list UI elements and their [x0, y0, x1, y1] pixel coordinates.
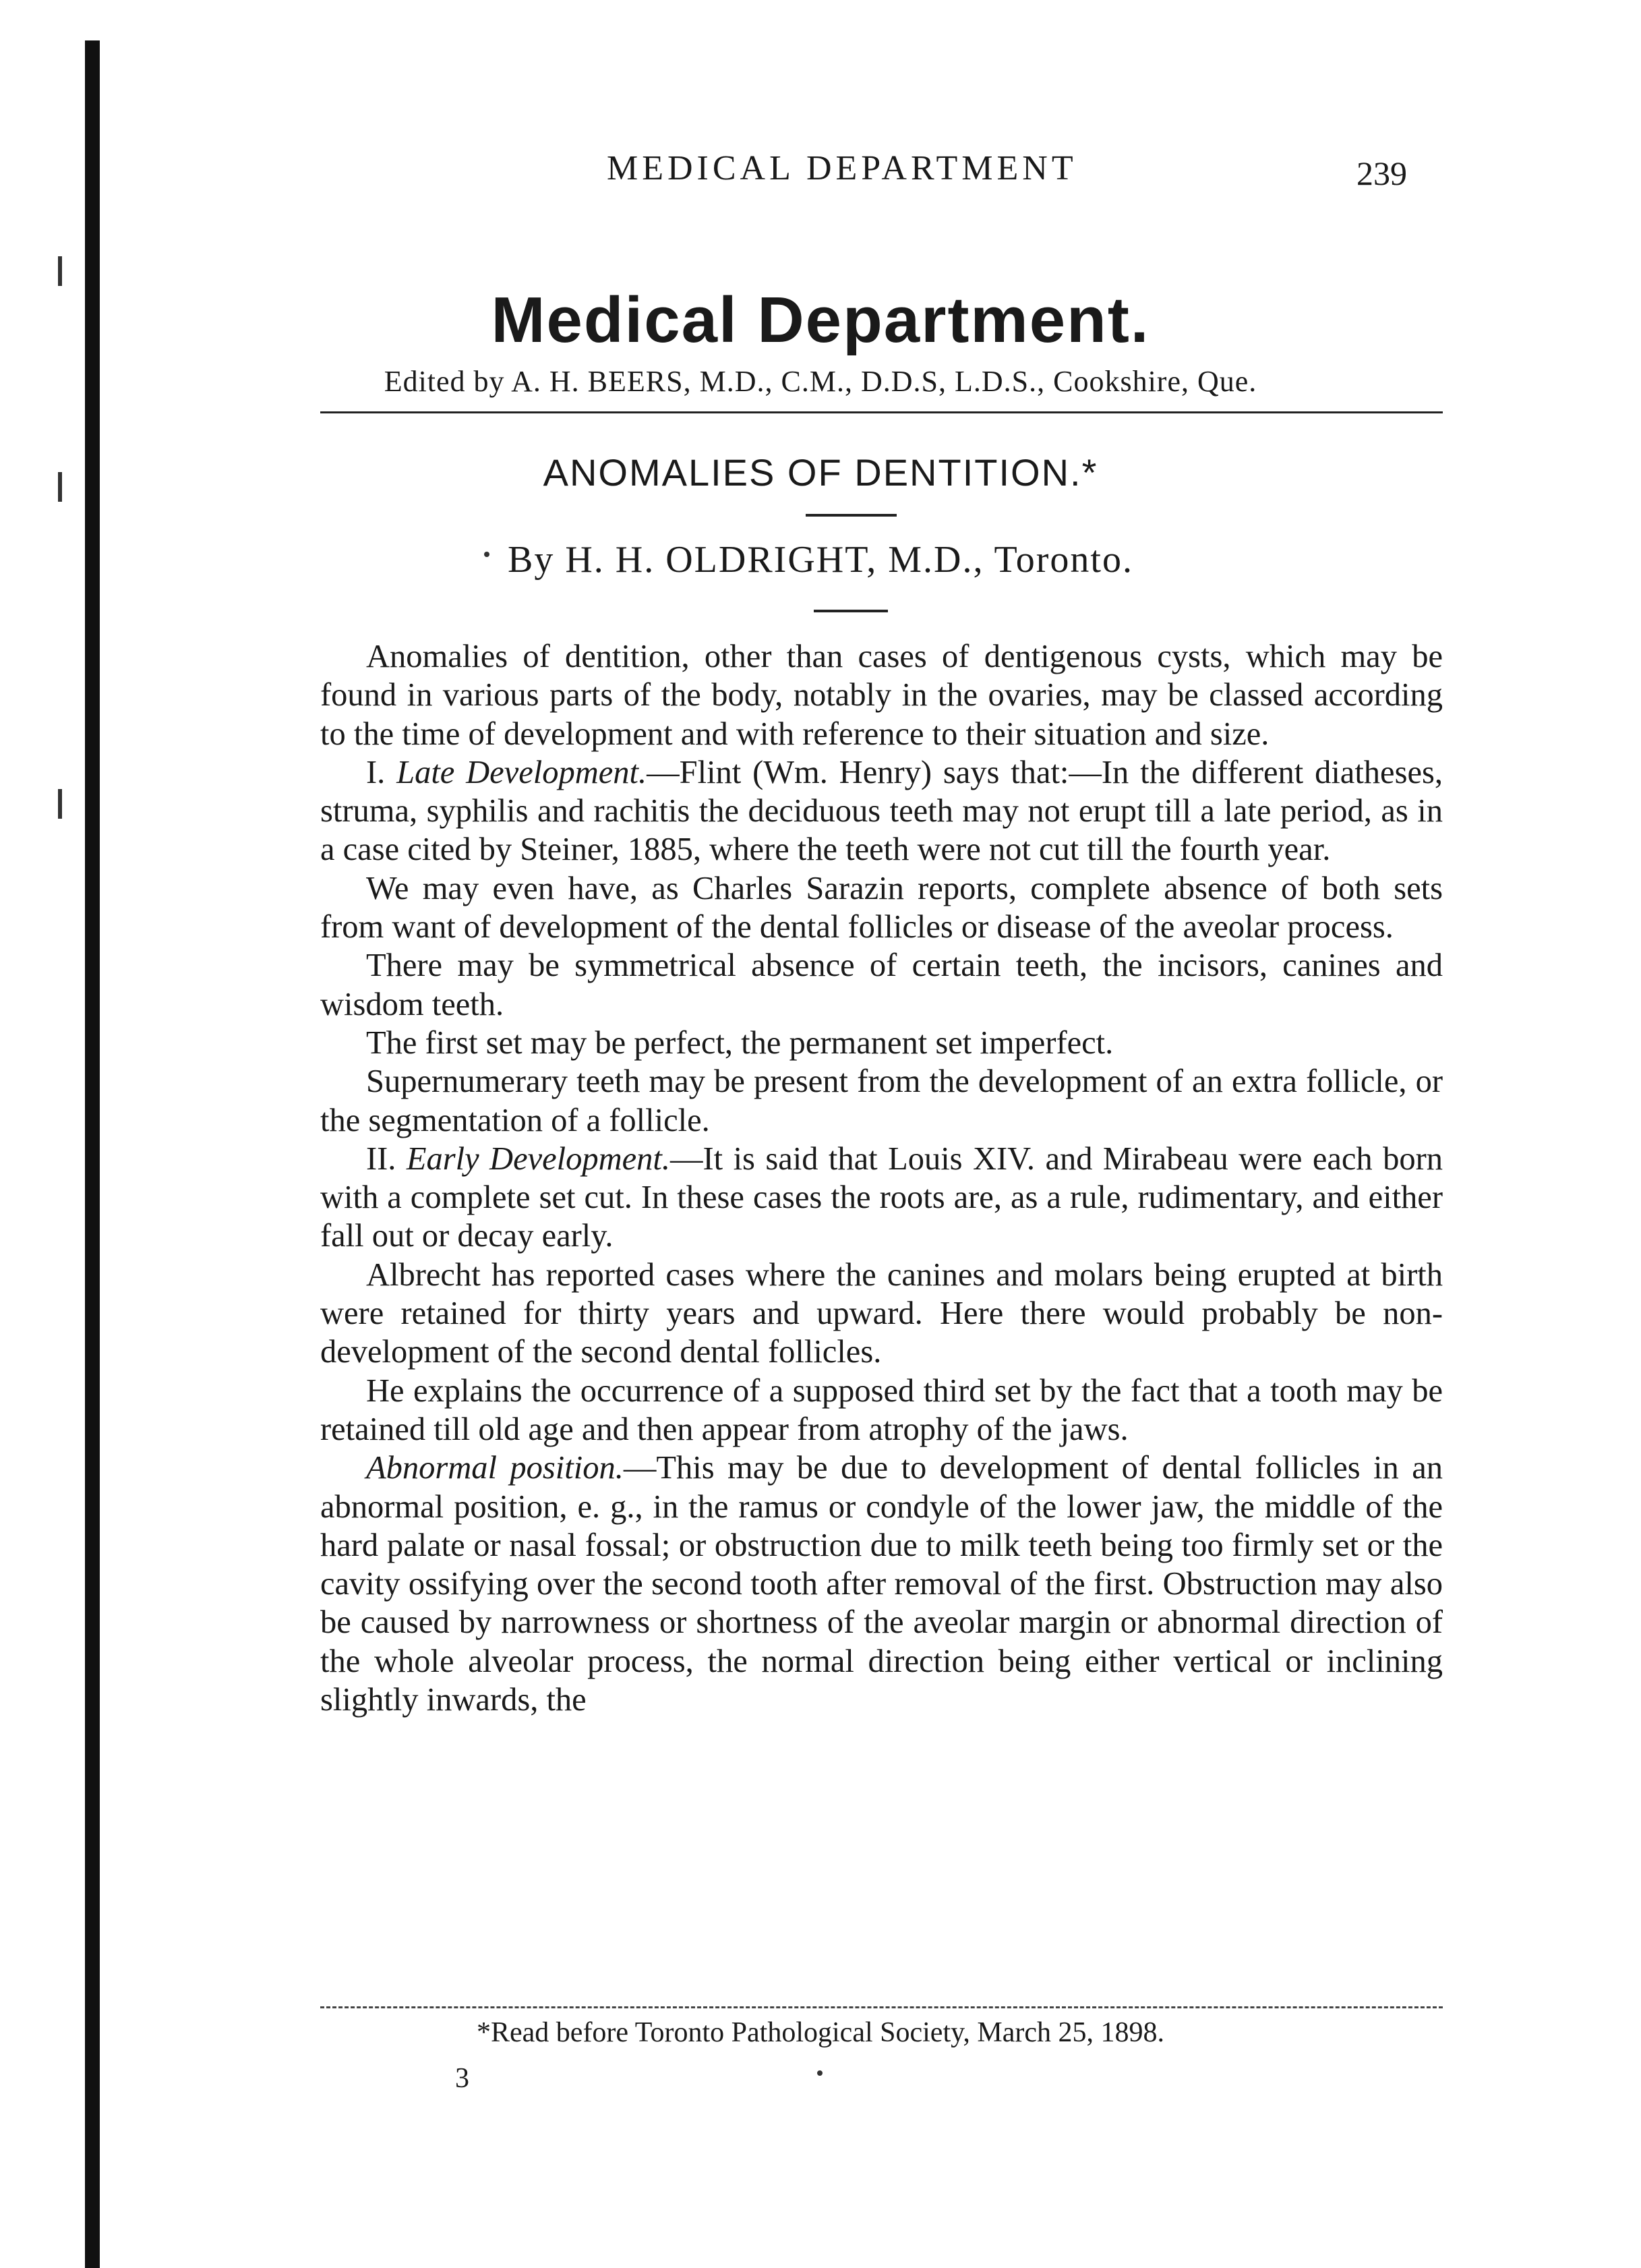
byline-divider [814, 610, 888, 612]
paragraph: I. Late Development.—Flint (Wm. Henry) says that:—In the different diatheses, struma, syphilis and rachitis the deciduous teeth may not erupt till a late period, as in a case cited by Steiner, 1885, where the teeth were not cut till the fourth year. [320, 754, 1443, 868]
paragraph: Albrecht has reported cases where the canines and molars being erupted at birth were retained for thirty years and upward. Here there would probably be non-development of the second dental follicles. [320, 1256, 1443, 1370]
header-divider [320, 411, 1443, 413]
editor-line: Edited by A. H. BEERS, M.D., C.M., D.D.S, L.D.S., Cookshire, Que. [384, 365, 1257, 398]
paragraph: He explains the occurrence of a supposed third set by the fact that a tooth may be retained till old age and then appear from atrophy of the jaws. [320, 1372, 1443, 1447]
paragraph: Abnormal position.—This may be due to development of dental follicles in an abnormal position, e. g., in the ramus or condyle of the lower jaw, the middle of the hard palate or nasal fossal; or obstruction due to milk teeth being too firmly set or the cavity ossifying over the second tooth after removal of the first. Obstruction may also be caused by narrowness or shortness of the aveolar margin or abnormal direction of the whole alveolar process, the normal direction being either vertical or inclining slightly inwards, the [320, 1450, 1443, 1718]
byline: By H. H. OLDRIGHT, M.D., Toronto. [508, 539, 1133, 581]
footnote: *Read before Toronto Pathological Society, March 25, 1898. [477, 2017, 1164, 2048]
paragraph: We may even have, as Charles Sarazin reports, complete absence of both sets from want of development of the dental follicles or disease of the aveolar process. [320, 870, 1443, 946]
article-title: ANOMALIES OF DENTITION.* [543, 451, 1098, 494]
page-number: 239 [1356, 154, 1407, 192]
paragraph: II. Early Development.—It is said that Louis XIV. and Mirabeau were each born with a complete set cut. In these cases the roots are, as a rule, rudimentary, and either fall out or decay early. [320, 1140, 1443, 1254]
paragraph: The first set may be perfect, the permanent set imperfect. [366, 1024, 1114, 1061]
signature-mark: 3 [455, 2063, 469, 2094]
section-heading: Late Development. [396, 754, 647, 790]
scan-edge-mark [58, 789, 62, 819]
department-title: Medical Department. [491, 284, 1150, 356]
paragraph: There may be symmetrical absence of certain teeth, the incisors, canines and wisdom teeth. [320, 948, 1443, 1022]
section-heading: Abnormal position. [366, 1450, 624, 1486]
paragraph: Anomalies of dentition, other than cases of dentigenous cysts, which may be found in various parts of the body, notably in the ovaries, may be classed according to the time of development and with reference to their situation and size. [320, 639, 1443, 752]
running-head [0, 148, 1641, 209]
running-title: MEDICAL DEPARTMENT [607, 149, 1077, 187]
title-divider [806, 514, 897, 517]
footnote-divider [320, 2006, 1443, 2008]
paragraph: Supernumerary teeth may be present from the development of an extra follicle, or the segmentation of a follicle. [320, 1064, 1443, 1138]
section-heading: Early Development. [406, 1140, 671, 1177]
article-body [320, 637, 1443, 1719]
scan-edge-mark [58, 256, 62, 286]
stray-dot [817, 2070, 823, 2076]
